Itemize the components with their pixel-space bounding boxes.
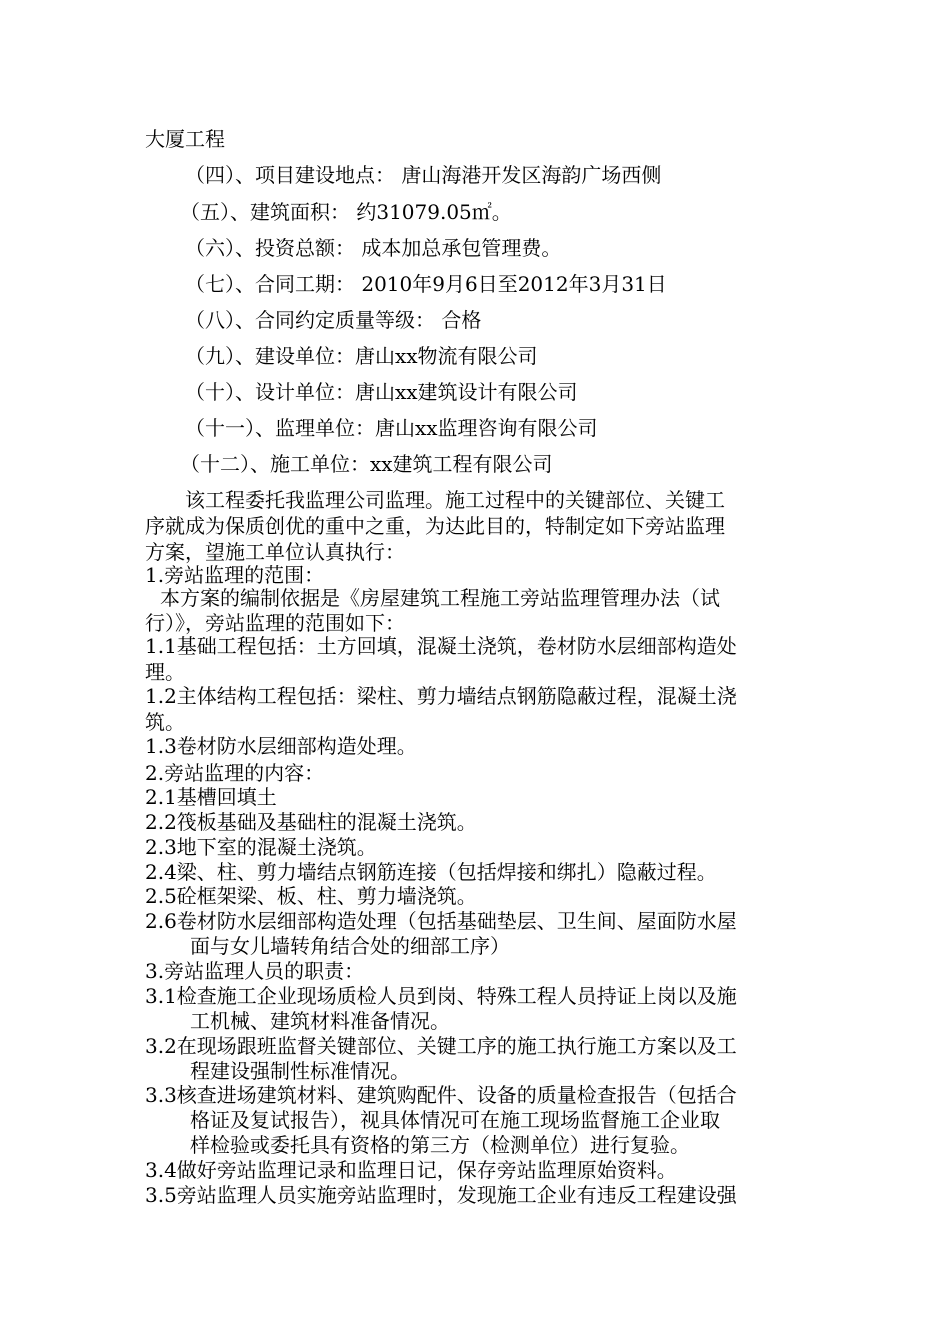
text-line: （六）、投资总额： 成本加总承包管理费。 [185,236,562,260]
text-line: 样检验或委托具有资格的第三方（检测单位）进行复验。 [190,1133,690,1157]
text-line: 大厦工程 [145,127,225,151]
text-line: （四）、项目建设地点： 唐山海港开发区海韵广场西侧 [185,163,662,187]
text-line: 2.5砼框架梁、板、柱、剪力墙浇筑。 [145,884,477,908]
text-line: （九）、建设单位：唐山xx物流有限公司 [185,344,538,368]
text-line: 1.1基础工程包括：土方回填，混凝土浇筑，卷材防水层细部构造处 [145,634,737,658]
text-line: 3.1检查施工企业现场质检人员到岗、特殊工程人员持证上岗以及施 [145,984,737,1008]
text-line: 面与女儿墙转角结合处的细部工序） [190,934,510,958]
text-line: 3.5旁站监理人员实施旁站监理时，发现施工企业有违反工程建设强 [145,1183,737,1207]
text-line: 序就成为保质创优的重中之重，为达此目的，特制定如下旁站监理 [145,514,725,538]
text-line: 3.2在现场跟班监督关键部位、关键工序的施工执行施工方案以及工 [145,1034,737,1058]
text-line: （七）、合同工期： 2010年9月6日至2012年3月31日 [185,272,667,296]
text-line: 2.4梁、柱、剪力墙结点钢筋连接（包括焊接和绑扎）隐蔽过程。 [145,860,717,884]
text-line: 该工程委托我监理公司监理。施工过程中的关键部位、关键工 [185,488,725,512]
text-line: （十）、设计单位：唐山xx建筑设计有限公司 [185,380,578,404]
text-line: 3.4做好旁站监理记录和监理日记，保存旁站监理原始资料。 [145,1158,677,1182]
text-line: 1.3卷材防水层细部构造处理。 [145,734,417,758]
text-line: （八）、合同约定质量等级： 合格 [185,308,482,332]
text-line: 格证及复试报告），视具体情况可在施工现场监督施工企业取 [190,1108,720,1132]
text-line: 2.6卷材防水层细部构造处理（包括基础垫层、卫生间、屋面防水屋 [145,909,737,933]
text-line: （十二）、施工单位：xx建筑工程有限公司 [180,452,553,476]
text-line: 工机械、建筑材料准备情况。 [190,1009,450,1033]
text-line: 1.旁站监理的范围： [145,563,325,587]
text-line: 2.2筏板基础及基础柱的混凝土浇筑。 [145,810,477,834]
text-line: 本方案的编制依据是《房屋建筑工程施工旁站监理管理办法（试 [160,586,720,610]
text-line: 2.3地下室的混凝土浇筑。 [145,835,377,859]
text-line: 2.1基槽回填土 [145,785,277,809]
text-line: 筑。 [145,710,185,734]
text-line: 程建设强制性标准情况。 [190,1059,410,1083]
text-line: 理。 [145,660,185,684]
text-line: 3.3核查进场建筑材料、建筑购配件、设备的质量检查报告（包括合 [145,1083,737,1107]
text-line: 行）》，旁站监理的范围如下： [145,611,405,635]
text-line: 1.2主体结构工程包括：梁柱、剪力墙结点钢筋隐蔽过程，混凝土浇 [145,684,737,708]
text-line: （十一）、监理单位：唐山xx监理咨询有限公司 [185,416,598,440]
text-line: （五）、建筑面积： 约31079.05㎡。 [180,200,512,224]
text-line: 3.旁站监理人员的职责： [145,959,365,983]
text-line: 2.旁站监理的内容： [145,761,325,785]
text-line: 方案，望施工单位认真执行： [145,540,405,564]
